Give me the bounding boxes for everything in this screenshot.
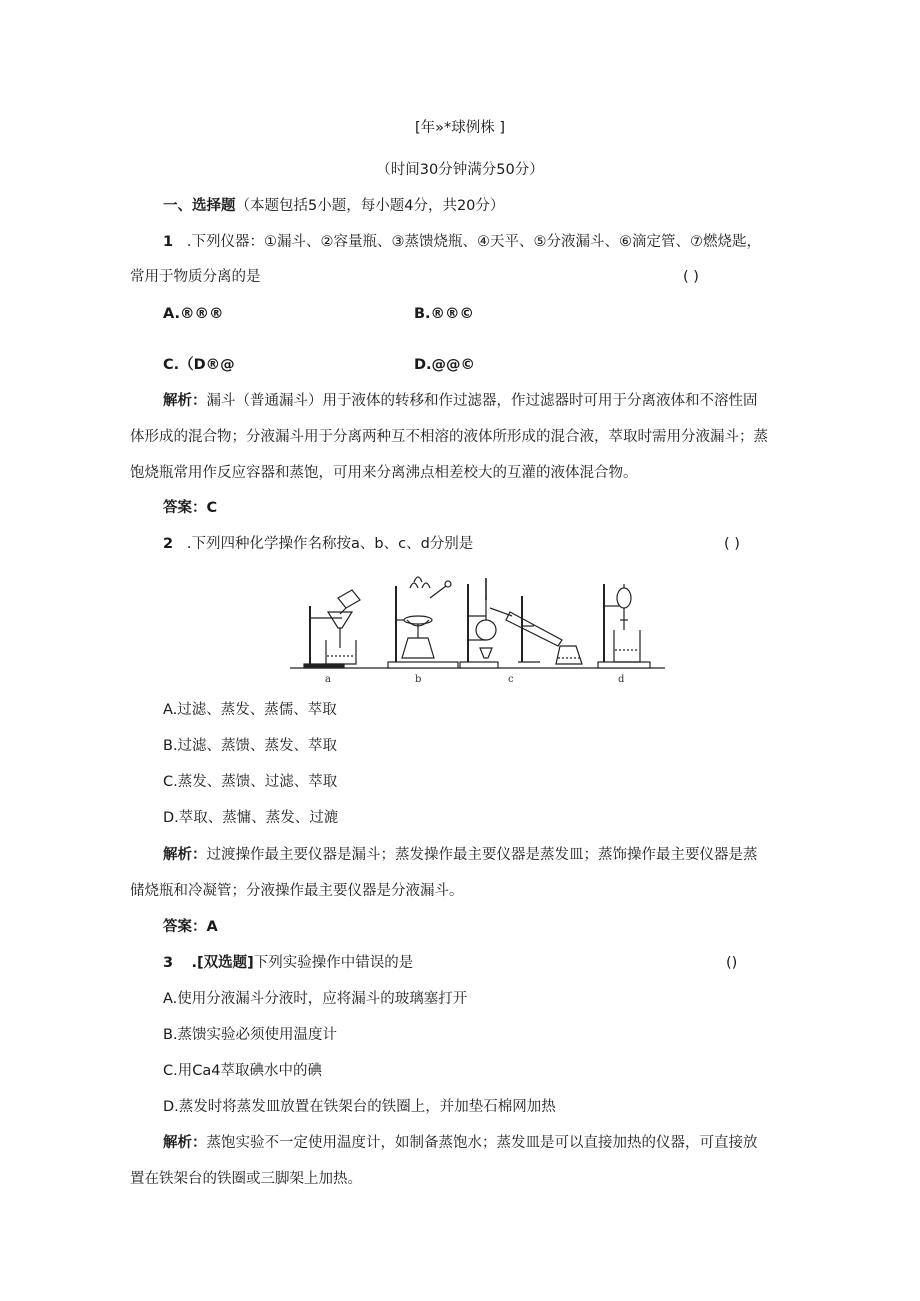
q3-number: 3 xyxy=(163,955,174,971)
lab-apparatus-figure xyxy=(290,568,665,686)
apparatus-c-distillation xyxy=(460,578,582,668)
apparatus-b-evaporation xyxy=(388,577,458,668)
q3-option-c: C.用Ca4萃取碘水中的碘 xyxy=(163,1063,322,1079)
q1-analysis-text1: 漏斗（普通漏斗）用于液体的转移和作过滤器，作过滤器时可用于分离液体和不溶性固 xyxy=(206,393,758,409)
apparatus-d-extraction xyxy=(598,584,650,668)
q2-option-d xyxy=(163,808,338,828)
q2-number: 2 xyxy=(163,536,174,552)
q1-stem-line2: 常用于物质分离的是 xyxy=(130,269,261,285)
q2-option-d-text: D.萃取、蒸慵、蒸发、过漉 xyxy=(163,810,339,826)
q3-analysis-label: 解析： xyxy=(163,1135,207,1151)
q3-analysis-line1 xyxy=(163,1133,758,1153)
q3-answer-bracket: () xyxy=(726,955,738,971)
figure-label-a: a xyxy=(325,674,331,685)
q1-stem-line1 xyxy=(163,232,761,252)
q2-option-c-text: C.蒸发、蒸馈、过滤、萃取 xyxy=(163,774,338,790)
q2-option-a xyxy=(163,700,337,720)
q3-option-a: A.使用分液漏斗分液时，应将漏斗的玻璃塞打开 xyxy=(163,991,468,1007)
q3-option-d: D.蒸发时将蒸发皿放置在铁架台的铁圈上，并加垫石棉网加热 xyxy=(163,1099,556,1115)
q1-answer-value: C xyxy=(206,500,218,516)
q1-answer xyxy=(163,498,217,518)
q1-answer-label: 答案： xyxy=(163,500,207,516)
q2-analysis-line2: 储烧瓶和冷凝管；分液操作最主要仪器是分液漏斗。 xyxy=(130,883,464,899)
q2-option-a-text: A.过滤、蒸发、蒸儒、萃取 xyxy=(163,702,337,718)
figure-label-b: b xyxy=(415,674,422,685)
q3-analysis-line2: 置在铁架台的铁圈或三脚架上加热。 xyxy=(130,1171,362,1187)
q1-analysis-line3: 饱烧瓶常用作反应容器和蒸饱，可用来分离沸点相差校大的互灌的液体混合物。 xyxy=(130,465,638,481)
q1-number: 1 xyxy=(163,234,174,250)
q1-option-b: B.®®© xyxy=(414,306,475,322)
q1-analysis-line2: 体形成的混合物；分液漏斗用于分离两种互不相溶的液体所形成的混合液，萃取时需用分液漏斗；蒸 xyxy=(130,429,768,445)
q2-answer-bracket: ( ) xyxy=(724,536,740,552)
q2-answer xyxy=(163,917,218,937)
q2-analysis-text1: 过渡操作最主要仪器是漏斗；蒸发操作最主要仪器是蒸发皿；蒸饰操作最主要仪器是蒸 xyxy=(206,847,758,863)
q1-analysis-label: 解析： xyxy=(163,393,207,409)
apparatus-a-filtration xyxy=(304,590,360,668)
q2-stem-text: .下列四种化学操作名称按a、b、c、d分别是 xyxy=(186,536,474,552)
q2-option-c xyxy=(163,772,337,792)
q2-option-b xyxy=(163,736,337,756)
q3-stem-text: 下列实验操作中错误的是 xyxy=(253,955,414,971)
q2-analysis-label: 解析： xyxy=(163,847,207,863)
q3-tag: .[双选题] xyxy=(191,955,254,971)
q1-option-a: A.®®® xyxy=(163,306,224,322)
q1-answer-bracket: ( ) xyxy=(683,269,699,285)
q3-stem xyxy=(163,953,413,973)
q2-answer-value: A xyxy=(206,919,218,935)
q2-stem xyxy=(163,534,473,554)
q1-option-c: C.（D®@ xyxy=(163,357,235,373)
figure-label-d: d xyxy=(618,674,625,685)
q1-option-d: D.@@© xyxy=(414,357,476,373)
figure-label-c: c xyxy=(508,674,514,685)
q1-analysis-line1 xyxy=(163,391,758,411)
q3-analysis-text1: 蒸饱实验不一定使用温度计，如制备蒸饱水；蒸发皿是可以直接加热的仪器，可直接放 xyxy=(206,1135,758,1151)
section-label: 一、选择题 xyxy=(163,198,236,214)
section-heading xyxy=(163,196,504,216)
q2-option-b-text: B.过滤、蒸馈、蒸发、萃取 xyxy=(163,738,338,754)
q2-analysis-line1 xyxy=(163,845,758,865)
q2-answer-label: 答案： xyxy=(163,919,207,935)
time-note: （时间30分钟满分50分） xyxy=(376,162,544,178)
q3-option-b: B.蒸馈实验必须使用温度计 xyxy=(163,1027,338,1043)
q1-stem-text: .下列仪器：①漏斗、②容量瓶、③蒸馈烧瓶、④天平、⑤分液漏斗、⑥滴定管、⑦燃烧匙， xyxy=(186,234,762,250)
section-desc: （本题包括5小题，每小题4分，共20分） xyxy=(235,198,505,214)
page-header: [年»*球例株 ] xyxy=(414,120,506,136)
